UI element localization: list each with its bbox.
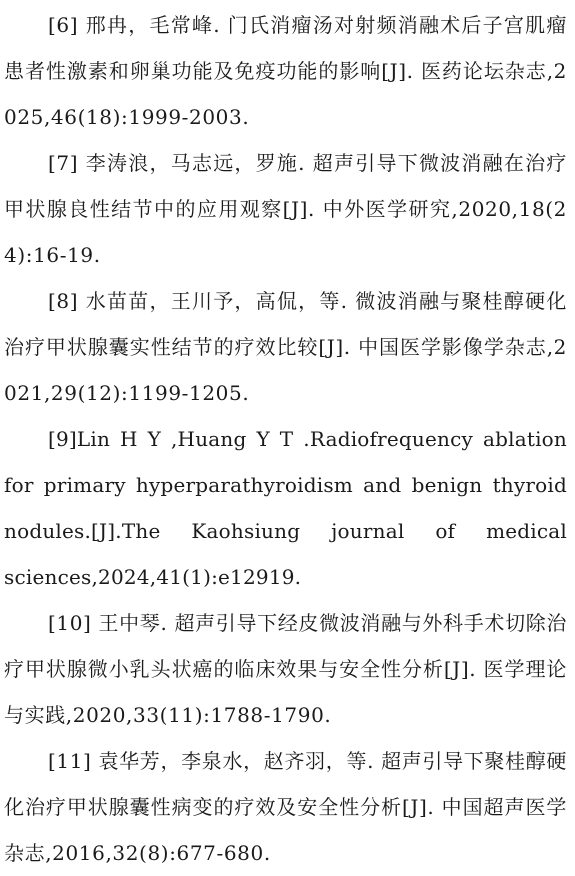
reference-item-6: [6] 邢冉，毛常峰. 门氏消瘤汤对射频消融术后子宫肌瘤患者性激素和卵巢功能及免疫功能的影响[J]. 医药论坛杂志,2025,46(18):1999-2003.	[4, 13, 567, 129]
reference-item-9: [9]Lin H Y ,Huang Y T .Radiofrequency ablation for primary hyperparathyroidism and benign thyroid nodules.[J].The Kaohsiung journal of medical sciences,2024,41(1):e12919.	[4, 427, 567, 589]
reference-item-11: [11] 袁华芳，李泉水，赵齐羽，等. 超声引导下聚桂醇硬化治疗甲状腺囊性病变的疗效及安全性分析[J]. 中国超声医学杂志,2016,32(8):677-680.	[4, 749, 567, 865]
reference-item-8: [8] 水苗苗，王川予，高侃，等. 微波消融与聚桂醇硬化治疗甲状腺囊实性结节的疗效比较[J]. 中国医学影像学杂志,2021,29(12):1199-1205.	[4, 289, 567, 405]
reference-item-10: [10] 王中琴. 超声引导下经皮微波消融与外科手术切除治疗甲状腺微小乳头状癌的临床效果与安全性分析[J]. 医学理论与实践,2020,33(11):1788-1790.	[4, 611, 567, 727]
reference-list	[4, 0, 567, 876]
reference-item-7: [7] 李涛浪，马志远，罗施. 超声引导下微波消融在治疗甲状腺良性结节中的应用观察[J]. 中外医学研究,2020,18(24):16-19.	[4, 151, 567, 267]
